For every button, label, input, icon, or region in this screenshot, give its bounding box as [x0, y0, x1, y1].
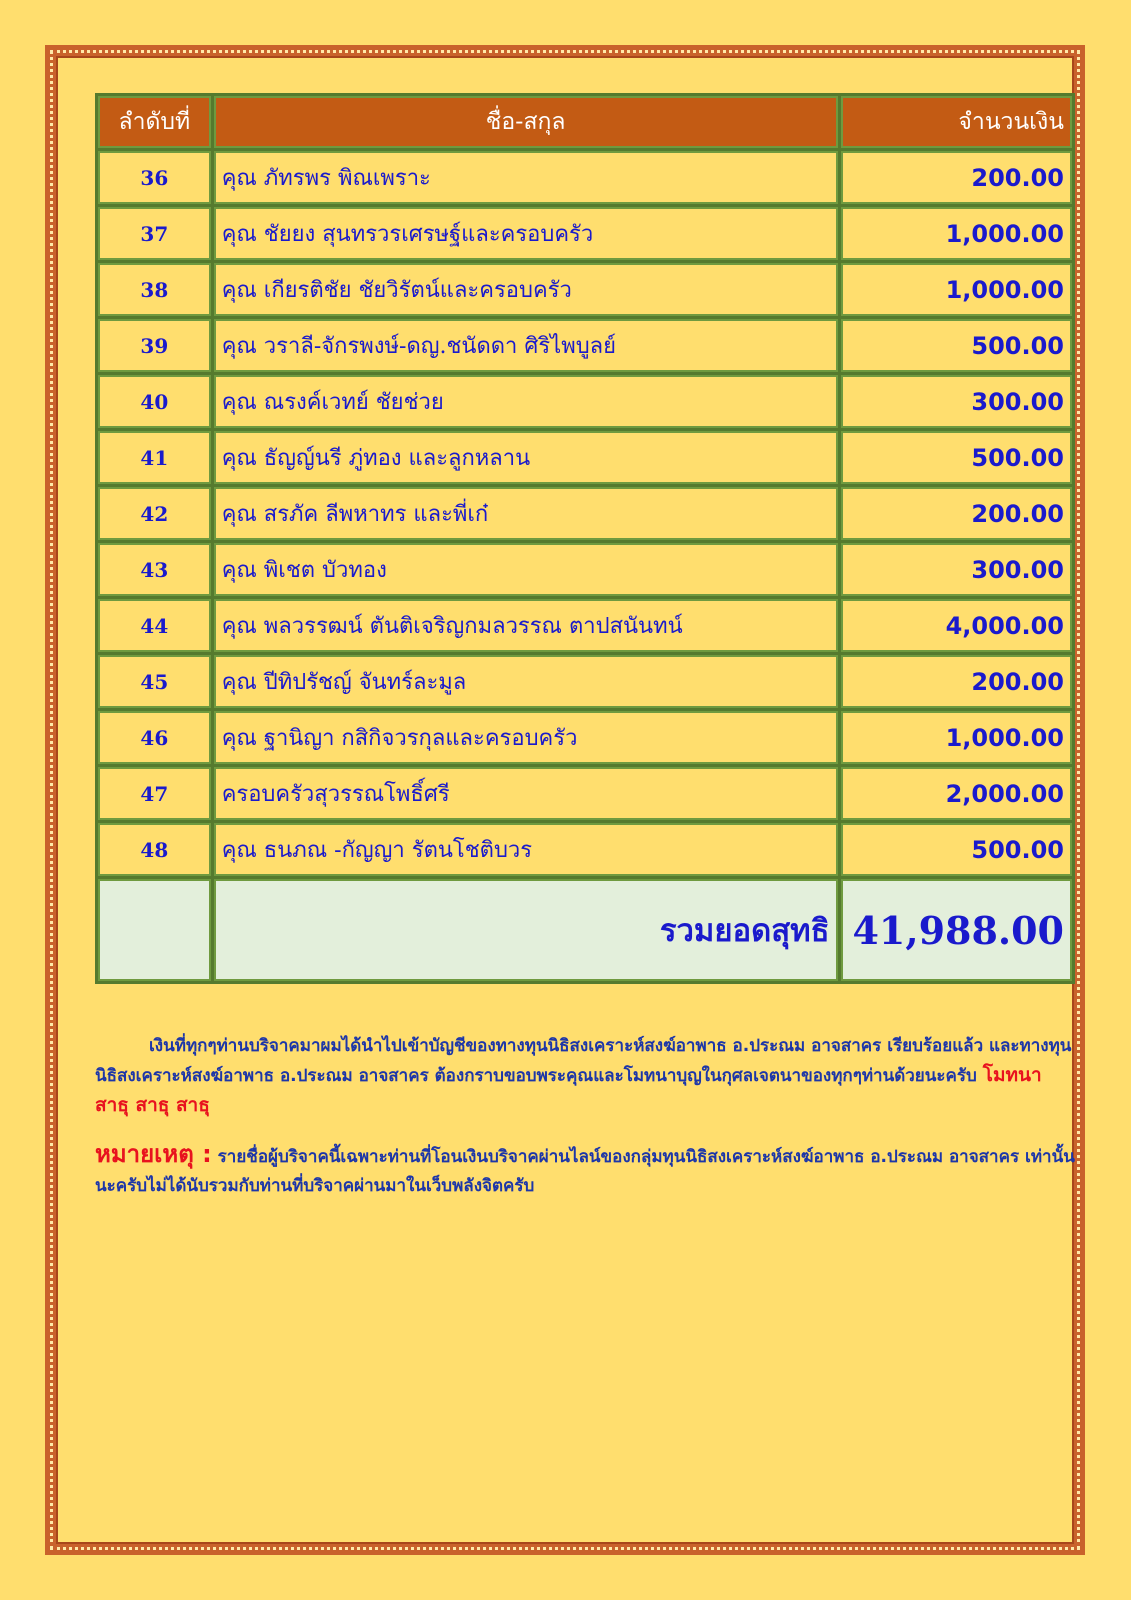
table-row	[98, 319, 1072, 372]
donor-name: คุณ วราลี-จักรพงษ์-ดญ.ชนัดดา ศิริไพบูลย์	[214, 319, 838, 372]
row-number: 39	[98, 319, 211, 372]
table-row	[98, 431, 1072, 484]
note-text: รายชื่อผู้บริจาคนี้เฉพาะท่านที่โอนเงินบริจาคผ่านไลน์ของกลุ่มทุนนิธิสงเคราะห์สงฆ์อาพาธ อ.ประณม อาจสาคร เท่านั้นนะครับไม่ได้นับรวมกับท่านที่บริจาคผ่านมาในเว็บพลังจิตครับ	[95, 1147, 1075, 1196]
donor-name: คุณ ฐานิญา กสิกิจวรกุลและครอบครัว	[214, 711, 838, 764]
donor-name: คุณ ธัญญ์นรี ภู่ทอง และลูกหลาน	[214, 431, 838, 484]
table-row	[98, 263, 1072, 316]
thanks-paragraph	[95, 1032, 1075, 1121]
donor-name: คุณ สรภัค ลีพหาทร และพี่เก๋	[214, 487, 838, 540]
note-label: หมายเหตุ :	[95, 1140, 212, 1168]
donation-amount: 2,000.00	[841, 767, 1072, 820]
row-number: 42	[98, 487, 211, 540]
donor-name: คุณ ชัยยง สุนทรวรเศรษฐ์และครอบครัว	[214, 207, 838, 260]
total-row	[98, 879, 1072, 981]
row-number: 40	[98, 375, 211, 428]
total-empty-cell	[98, 879, 211, 981]
table-row	[98, 487, 1072, 540]
donation-amount: 500.00	[841, 823, 1072, 876]
row-number: 38	[98, 263, 211, 316]
anumodana-highlight: โมทนาสาธุ สาธุ สาธุ	[95, 1064, 1042, 1116]
row-number: 36	[98, 151, 211, 204]
note-paragraph	[95, 1140, 1075, 1201]
table-row	[98, 767, 1072, 820]
donor-name: คุณ ธนภณ -กัญญา รัตนโชติบวร	[214, 823, 838, 876]
donor-name: คุณ พลวรรฒน์ ตันติเจริญกมลวรรณ ตาปสนันทน์	[214, 599, 838, 652]
donation-amount: 500.00	[841, 431, 1072, 484]
table-row	[98, 823, 1072, 876]
donor-name: คุณ ณรงค์เวทย์ ชัยช่วย	[214, 375, 838, 428]
header-order: ลำดับที่	[98, 96, 211, 148]
donation-amount: 300.00	[841, 375, 1072, 428]
row-number: 37	[98, 207, 211, 260]
row-number: 41	[98, 431, 211, 484]
row-number: 46	[98, 711, 211, 764]
table-row	[98, 375, 1072, 428]
donor-table	[95, 93, 1075, 984]
row-number: 43	[98, 543, 211, 596]
table-row	[98, 655, 1072, 708]
table-row	[98, 711, 1072, 764]
donation-amount: 1,000.00	[841, 263, 1072, 316]
total-label: รวมยอดสุทธิ	[214, 879, 838, 981]
donor-name: คุณ เกียรติชัย ชัยวิรัตน์และครอบครัว	[214, 263, 838, 316]
row-number: 48	[98, 823, 211, 876]
donation-amount: 500.00	[841, 319, 1072, 372]
donation-amount: 200.00	[841, 151, 1072, 204]
donation-amount: 4,000.00	[841, 599, 1072, 652]
table-row	[98, 599, 1072, 652]
row-number: 44	[98, 599, 211, 652]
donor-name: คุณ พิเชต บัวทอง	[214, 543, 838, 596]
total-amount: 41,988.00	[841, 879, 1072, 981]
table-row	[98, 543, 1072, 596]
donation-amount: 1,000.00	[841, 711, 1072, 764]
row-number: 47	[98, 767, 211, 820]
donor-name: คุณ ภัทรพร พิณเพราะ	[214, 151, 838, 204]
thanks-text: เงินที่ทุกๆท่านบริจาคมาผมได้นำไปเข้าบัญชีของทางทุนนิธิสงเคราะห์สงฆ์อาพาธ อ.ประณม อาจสาคร เรียบร้อยแล้ว และทางทุนนิธิสงเคราะห์สงฆ์อาพาธ อ.ประณม อาจสาคร ต้องกราบขอบพระคุณและโมทนาบุญในกุศลเจตนาของทุกๆท่านด้วยนะครับ	[95, 1036, 1072, 1086]
donor-name: คุณ ปีทิปรัชญ์ จันทร์ละมูล	[214, 655, 838, 708]
table-header-row	[98, 96, 1072, 148]
table-row	[98, 207, 1072, 260]
donation-amount: 1,000.00	[841, 207, 1072, 260]
row-number: 45	[98, 655, 211, 708]
donation-amount: 200.00	[841, 655, 1072, 708]
donation-amount: 300.00	[841, 543, 1072, 596]
header-name: ชื่อ-สกุล	[214, 96, 838, 148]
header-amount: จำนวนเงิน	[841, 96, 1072, 148]
donor-name: ครอบครัวสุวรรณโพธิ์ศรี	[214, 767, 838, 820]
table-row	[98, 151, 1072, 204]
donation-amount: 200.00	[841, 487, 1072, 540]
